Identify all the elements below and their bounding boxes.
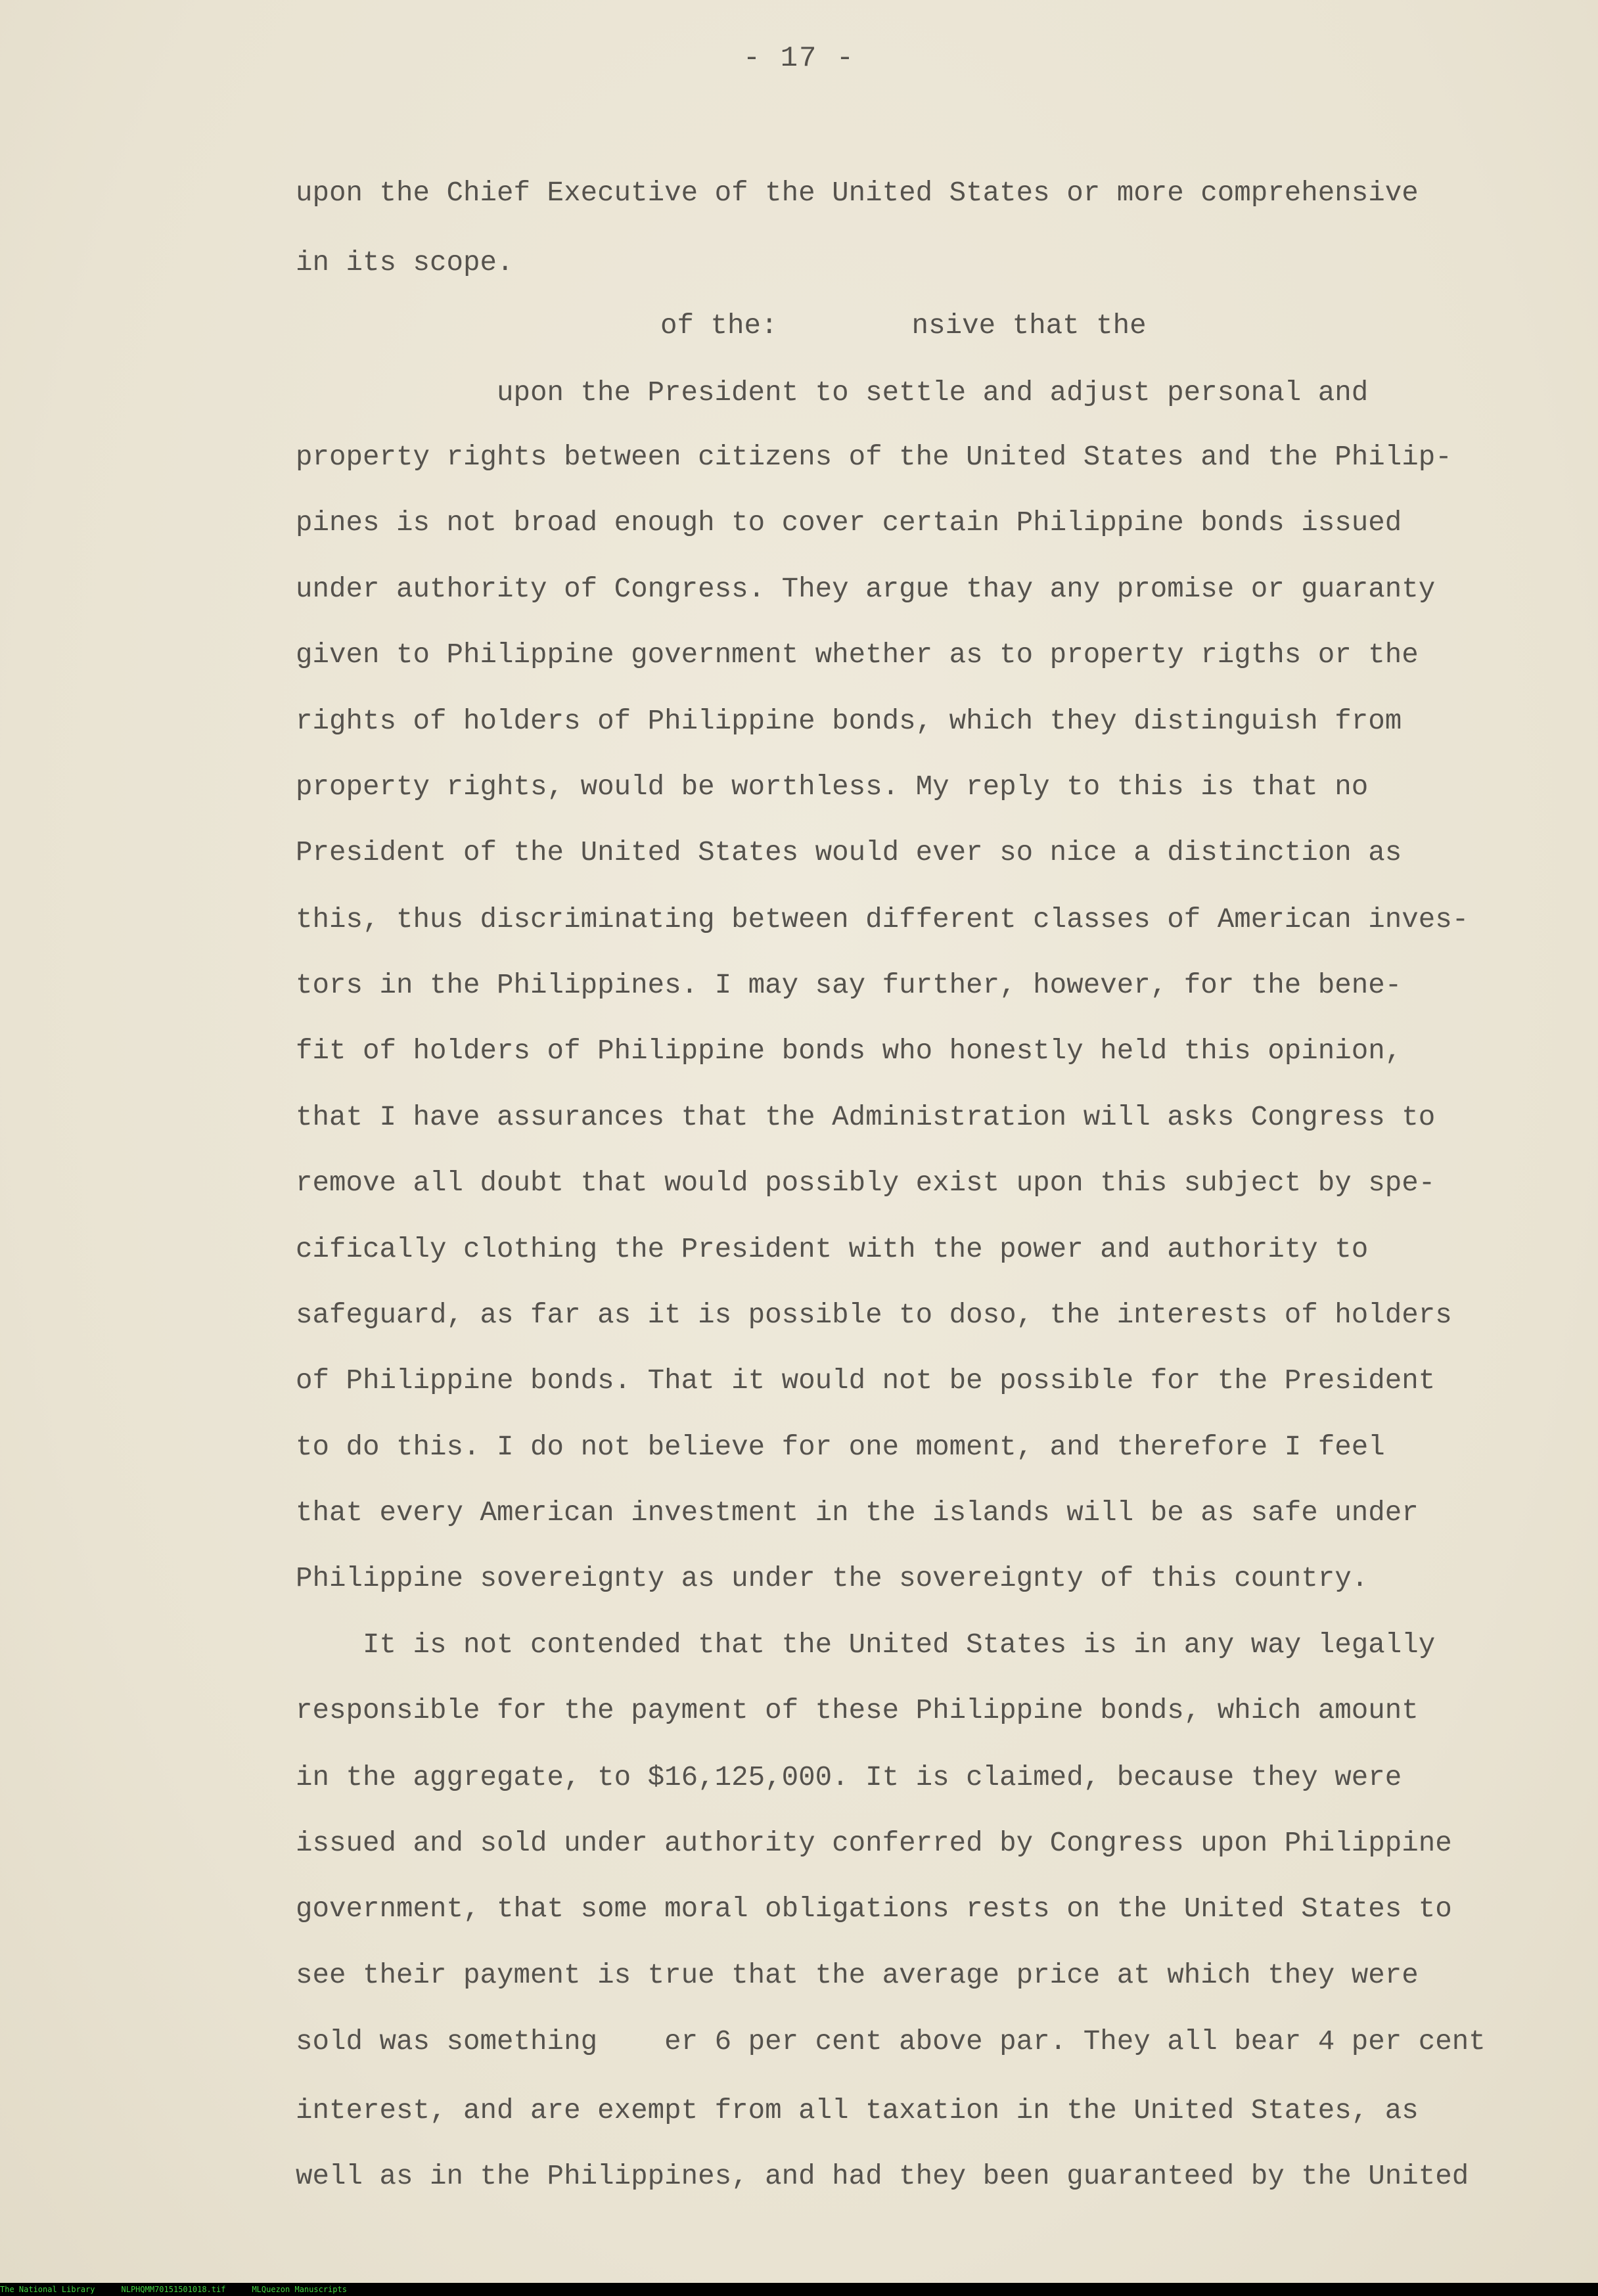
text-line-26: issued and sold under authority conferred by Congress upon Philippine (296, 1828, 1452, 1859)
text-line-1: upon the Chief Executive of the United States or more comprehensive (296, 177, 1419, 209)
text-line-13: tors in the Philippines. I may say further, however, for the bene- (296, 970, 1402, 1001)
text-line-7: under authority of Congress. They argue thay any promise or guaranty (296, 574, 1436, 605)
text-line-6: pines is not broad enough to cover certain Philippine bonds issued (296, 507, 1402, 539)
text-line-11: President of the United States would ever so nice a distinction as (296, 837, 1402, 868)
text-line-5: property rights between citizens of the United States and the Philip- (296, 441, 1452, 473)
text-line-30: interest, and are exempt from all taxation in the United States, as (296, 2095, 1419, 2127)
footer-collection: MLQuezon Manuscripts (252, 2285, 347, 2294)
text-line-16: remove all doubt that would possibly exist upon this subject by spe- (296, 1167, 1436, 1199)
text-line-20: to do this. I do not believe for one moment, and therefore I feel (296, 1431, 1385, 1463)
text-line-4: upon the President to settle and adjust personal and (497, 377, 1369, 409)
text-line-14: fit of holders of Philippine bonds who honestly held this opinion, (296, 1035, 1402, 1067)
text-line-3: of the: nsive that the (660, 310, 1147, 342)
text-line-9: rights of holders of Philippine bonds, which they distinguish from (296, 706, 1402, 737)
text-line-10: property rights, would be worthless. My reply to this is that no (296, 771, 1369, 803)
text-line-15: that I have assurances that the Administration will asks Congress to (296, 1102, 1436, 1133)
footer-library: The National Library (0, 2285, 95, 2294)
text-line-27: government, that some moral obligations rests on the United States to (296, 1893, 1452, 1925)
text-line-12: this, thus discriminating between different classes of American inves- (296, 904, 1469, 935)
text-line-28: see their payment is true that the average price at which they were (296, 1960, 1419, 1991)
text-line-23: It is not contended that the United States is in any way legally (363, 1629, 1436, 1661)
text-line-24: responsible for the payment of these Philippine bonds, which amount (296, 1695, 1419, 1726)
text-line-31: well as in the Philippines, and had they been guaranteed by the United (296, 2161, 1469, 2192)
text-line-22: Philippine sovereignty as under the sovereignty of this country. (296, 1563, 1369, 1594)
text-line-21: that every American investment in the islands will be as safe under (296, 1497, 1419, 1529)
text-line-17: cifically clothing the President with the power and authority to (296, 1234, 1369, 1265)
archive-footer-bar (0, 2283, 1598, 2296)
text-line-18: safeguard, as far as it is possible to doso, the interests of holders (296, 1299, 1452, 1331)
text-line-2: in its scope. (296, 247, 514, 279)
text-line-8: given to Philippine government whether as to property rigths or the (296, 639, 1419, 671)
footer-file: NLPHQMM70151501018.tif (121, 2285, 226, 2294)
text-line-19: of Philippine bonds. That it would not be possible for the President (296, 1365, 1436, 1397)
text-line-25: in the aggregate, to $16,125,000. It is claimed, because they were (296, 1762, 1402, 1793)
text-line-29: sold was something er 6 per cent above par. They all bear 4 per cent (296, 2026, 1486, 2058)
page-number: - 17 - (742, 42, 856, 75)
